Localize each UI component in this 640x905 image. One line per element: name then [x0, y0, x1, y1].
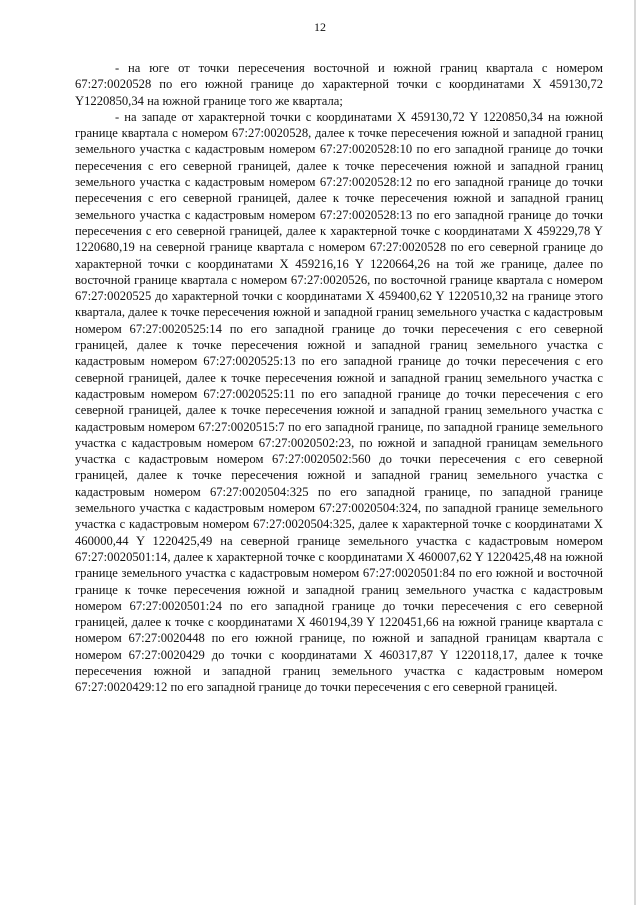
scan-edge-shadow: [634, 0, 636, 905]
paragraph-south-boundary: - на юге от точки пересечения восточной и южной границ квартала с номером 67:27:0020528 по его южной границе до характерной точки с координатами X 459130,72 Y1220850,34 на южной границе того же квартала;: [75, 61, 603, 108]
document-body: [75, 60, 603, 696]
paragraph-west-boundary: - на западе от характерной точки с координатами X 459130,72 Y 1220850,34 на южной границе квартала с номером 67:27:0020528, далее к точке пересечения южной и западной границ земельного участка с кадастровым номером 67:27:0020528:10 по его западной границе до точки пересечения с его северной границей, далее к точке пересечения южной и западной границ земельного участка с кадастровым номером 67:27:0020528:12 по его западной границе до точки пересечения с его северной границей, далее к точке пересечения южной и западной границ земельного участка с кадастровым номером 67:27:0020528:13 по его западной границе до точки пересечения с его северной границей, далее к характерной точке с координатами X 459229,78 Y 1220680,19 на северной границе квартала с номером 67:27:0020528 по его северной границе до характерной точки с координатами X 459216,16 Y 1220664,26 на той же границе, далее по восточной границе квартала с номером 67:27:0020526, по восточной границе квартала с номером 67:27:0020525 до характерной точки с координатами X 459400,62 Y 1220510,32 на границе этого квартала, далее к точке пересечения южной и западной границ земельного участка с кадастровым номером 67:27:0020525:14 по его западной границе до точки пересечения с его северной границей, далее к точке пересечения южной и западной границ земельного участка с кадастровым номером 67:27:0020525:13 по его западной границе до точки пересечения с его северной границей, далее к точке пересечения южной и западной границ земельного участка с кадастровым номером 67:27:0020525:11 по его западной границе до точки пересечения с его северной границей, далее к точке пересечения южной и западной границ земельного участка с кадастровым номером 67:27:0020515:7 по его западной границе, по западной границе земельного участка с кадастровым номером 67:27:0020502:23, по южной и западной границам земельного участка с кадастровым номером 67:27:0020502:560 до точки пересечения с его северной границей, далее к точке пересечения южной и западной границ земельного участка с кадастровым номером 67:27:0020504:325 по его западной границе, по западной границе земельного участка с кадастровым номером 67:27:0020504:324, по западной границе земельного участка с кадастровым номером 67:27:0020504:325, далее к характерной точке с координатами X 460000,44 Y 1220425,49 на северной границе земельного участка с кадастровым номером 67:27:0020501:14, далее к характерной точке с координатами X 460007,62 Y 1220425,48 на южной границе земельного участка с кадастровым номером 67:27:0020501:84 по его южной и восточной границе к точке пересечения южной и западной границ земельного участка с кадастровым номером 67:27:0020501:24 по его западной границе до точки пересечения с его северной границей, далее к точке с координатами X 460194,39 Y 1220451,66 на южной границе квартала с номером 67:27:0020448 по его южной границе, по южной и западной границам квартала с номером 67:27:0020429 до точки с координатами X 460317,87 Y 1220118,17, далее к точке пересечения южной и западной границ земельного участка с кадастровым номером 67:27:0020429:12 по его западной границе до точки пересечения с его северной границей.: [75, 109, 603, 695]
page-number: 12: [314, 20, 326, 34]
